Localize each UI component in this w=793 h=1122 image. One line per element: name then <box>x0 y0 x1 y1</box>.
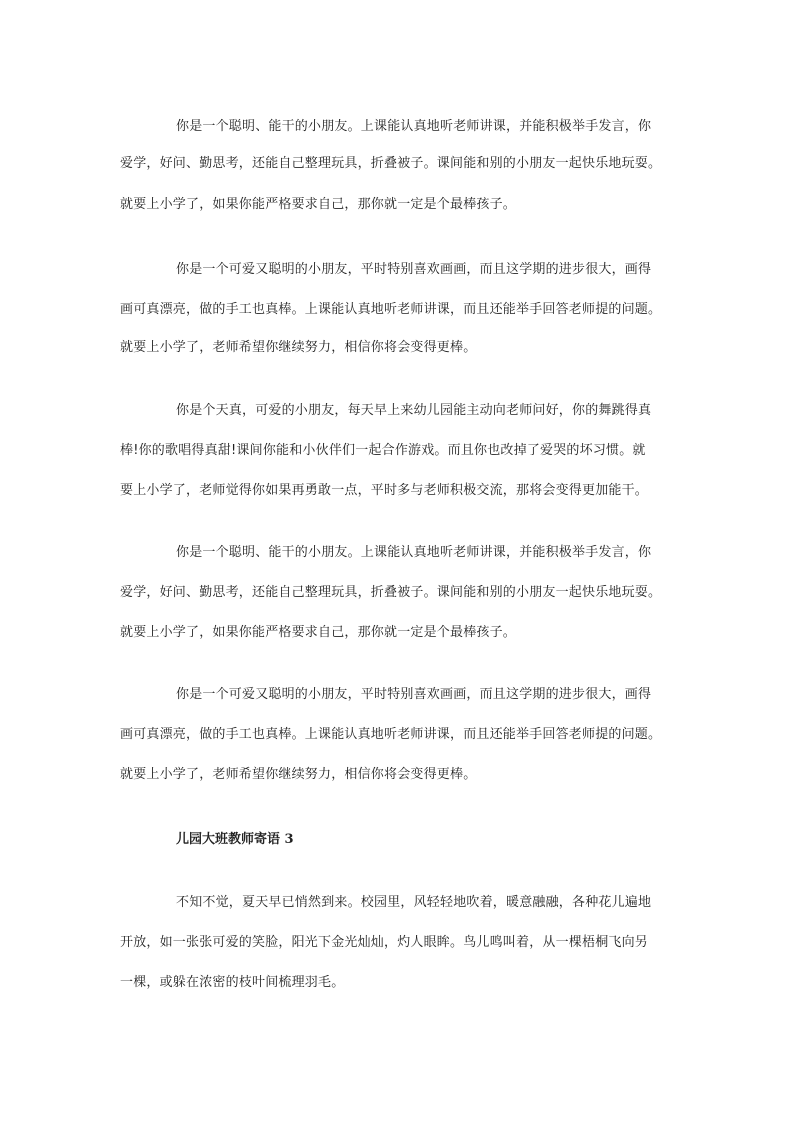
paragraph-line: 棒!你的歌唱得真甜!课间你能和小伙伴们一起合作游戏。而且你也改掉了爱哭的坏习惯。就 <box>120 443 646 458</box>
section-heading: 儿园大班教师寄语 3 <box>176 832 294 847</box>
paragraph-line: 你是个天真，可爱的小朋友，每天早上来幼儿园能主动向老师问好，你的舞跳得真 <box>176 403 652 418</box>
paragraph-line: 画可真漂亮，做的手工也真棒。上课能认真地听老师讲课，而且还能举手回答老师提的问题。 <box>120 727 662 742</box>
paragraph-line: 你是一个可爱又聪明的小朋友，平时特别喜欢画画，而且这学期的进步很大，画得 <box>176 687 652 702</box>
paragraph-line: 不知不觉，夏天早已悄然到来。校园里，风轻轻地吹着，暖意融融，各种花儿遍地 <box>176 895 652 910</box>
paragraph-line: 一棵，或躲在浓密的枝叶间梳理羽毛。 <box>120 975 345 990</box>
paragraph-line: 爱学，好问、勤思考，还能自己整理玩具，折叠被子。课间能和别的小朋友一起快乐地玩耍。 <box>120 156 662 171</box>
paragraph-line: 你是一个聪明、能干的小朋友。上课能认真地听老师讲课，并能积极举手发言，你 <box>176 119 652 134</box>
paragraph-line: 要上小学了，老师觉得你如果再勇敢一点，平时多与老师积极交流，那将会变得更加能干。 <box>120 483 649 498</box>
paragraph-line: 爱学，好问、勤思考，还能自己整理玩具，折叠被子。课间能和别的小朋友一起快乐地玩耍。 <box>120 585 662 600</box>
paragraph-line: 就要上小学了，老师希望你继续努力，相信你将会变得更棒。 <box>120 340 477 355</box>
paragraph-line: 就要上小学了，老师希望你继续努力，相信你将会变得更棒。 <box>120 767 477 782</box>
paragraph-line: 你是一个聪明、能干的小朋友。上课能认真地听老师讲课，并能积极举手发言，你 <box>176 545 652 560</box>
paragraph-line: 你是一个可爱又聪明的小朋友，平时特别喜欢画画，而且这学期的进步很大，画得 <box>176 262 652 277</box>
paragraph-line: 画可真漂亮，做的手工也真棒。上课能认真地听老师讲课，而且还能举手回答老师提的问题。 <box>120 302 662 317</box>
paragraph-line: 就要上小学了，如果你能严格要求自己，那你就一定是个最棒孩子。 <box>120 625 517 640</box>
paragraph-line: 开放，如一张张可爱的笑脸，阳光下金光灿灿，灼人眼眸。鸟儿鸣叫着，从一棵梧桐飞向另 <box>120 935 649 950</box>
paragraph-line: 就要上小学了，如果你能严格要求自己，那你就一定是个最棒孩子。 <box>120 197 517 212</box>
